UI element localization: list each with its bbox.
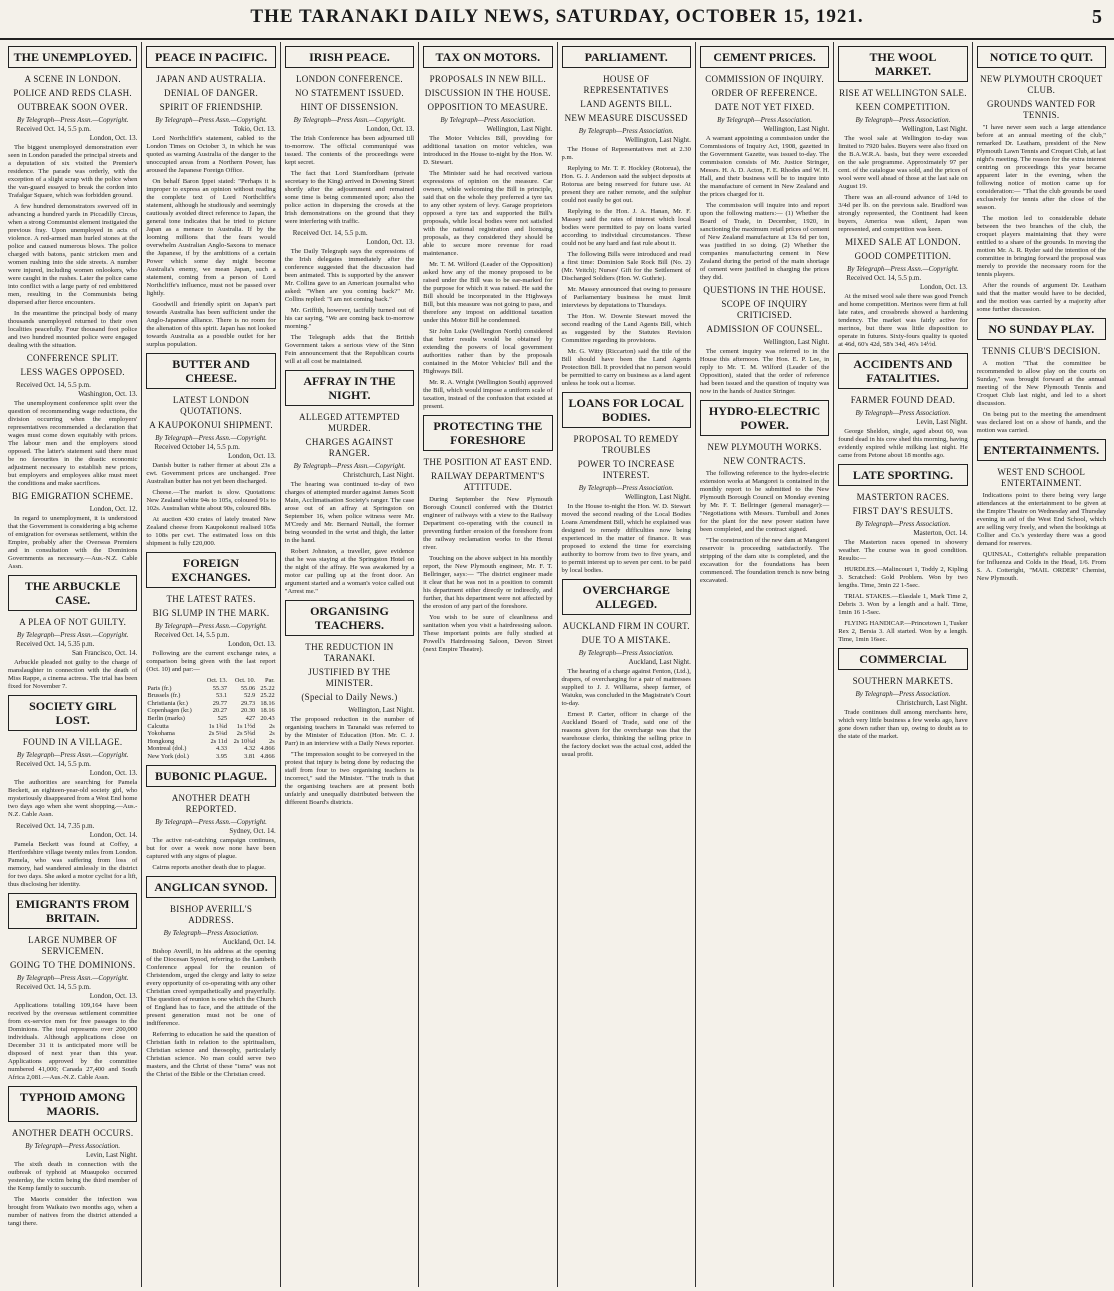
received-line: Received Oct. 14, 5.35 p.m. [16, 640, 95, 648]
article-paragraph: The Daily Telegraph says the expressions of the Irish delegates immediately after the conference suggested that the discussion had been animated. This is supported by the answer Mr. Collins gave to an American journalist who asked: "When are you coming back?" Mr. Collins replied: "I am not coming back." [284, 248, 415, 303]
article-headline: HYDRO-ELECTRIC POWER. [700, 400, 829, 436]
article-paragraph: Sir John Luke (Wellington North) considered that better results would be obtained by extending the powers of local government authorities rather than by the proposals contained in the Motor Vehicles' Bill and the Highways Bill. [423, 328, 553, 375]
article-paragraph: In the meantime the principal body of many thousands unemployed returned to their own localities peacefully. Four thousand foot police and two hundred mounted police were engaged dealing with the situation. [8, 310, 138, 349]
article-paragraph: "The impression sought to be conveyed in the protest that injury is being done by reducing the staff from four to two organising teachers is incorrect," said the Minister. "The truth is that the organising teachers are at present both unfairly and unequally distributed between the different Board's districts. [284, 751, 415, 806]
table-cell: New York (dol.) [147, 752, 189, 760]
article-paragraph: The Hon. W. Downie Stewart moved the second reading of the Land Agents Bill, which as suggested by the Statutes Revision Committee regarding its provisions. [561, 313, 691, 344]
article-paragraph: There was an all-round advance of 1/4d to 3/4d per lb. on the previous sale. Bradford was strongly represented, the Continent had keen buyers, America was silent, Japan was represented, and competition was keen. [838, 194, 968, 233]
article-headline: FOREIGN EXCHANGES. [146, 552, 275, 588]
article-subheading: (Special to Daily News.) [301, 692, 398, 702]
article-headline: TYPHOID AMONG MAORIS. [8, 1086, 137, 1122]
article-subheading: DISCUSSION IN THE HOUSE. [424, 88, 551, 98]
byline: By Telegraph—Press Assn.—Copyright. [293, 116, 406, 124]
article-paragraph: Mr. G. Witty (Riccarton) said the title of the Bill should have been the Land Agents Protection Bill. It provided that no person would be permitted to carry on business as a land agent unless he took out a license. [561, 348, 691, 387]
article-paragraph: Mr. Massey announced that owing to pressure of Parliamentary business he must limit interviews by deputations to Thursdays. [561, 286, 691, 309]
article-subheading: PROPOSALS IN NEW BILL. [429, 74, 547, 84]
byline: By Telegraph—Press Assn.—Copyright. [293, 462, 406, 470]
article-subheading: RAILWAY DEPARTMENT'S ATTITUDE. [430, 471, 545, 492]
page-number: 5 [1092, 6, 1102, 28]
table-cell: 2s [269, 730, 275, 738]
table-cell: 2s 11d [210, 737, 228, 745]
article-paragraph: A motion "That the committee be recommended to allow play on the courts on Sunday," was brought forward at the annual meeting of the New Plymouth Tennis and Croquet Club last night, and led to a short discussion. [976, 360, 1106, 407]
table-cell: Calcutta [147, 722, 169, 730]
article-headline: CEMENT PRICES. [700, 46, 829, 68]
article-subheading: ANOTHER DEATH OCCURS. [11, 1128, 134, 1138]
article-paragraph: The Telegraph adds that the British Government takes a serious view of the Sinn Fein announcement that the Republican courts will at all cost be maintained. [284, 334, 415, 365]
dateline: San Francisco, Oct. 14. [72, 649, 138, 657]
article-paragraph: In regard to unemployment, it is understood that the Government is considering a big scheme of emigration for overseas settlement, within the Empire, probably after the Overseas Premiers and in consultation with the Dominions Governments as necessary.—Aus.-N.Z. Cable Assn. [8, 515, 138, 570]
article-subheading: GROUNDS WANTED FOR TENNIS. [986, 99, 1096, 120]
table-cell: 20.30 [240, 707, 256, 715]
article-paragraph: The wool sale at Wellington to-day was limited to 7920 bales. Buyers were also fixed on the B.A.W.R.A. basis, but they were exceeded on the sale programme. Approximately 97 per cent. of the catalogue was sold, and the prices of wool were well ahead of those at the last sale on August 19. [838, 135, 968, 190]
article-paragraph: Applications totalling 109,164 have been received by the overseas settlement committee from ex-service men for free passages to the Dominions. The total represents over 200,000 individuals. Although applications close on December 31 it is anticipated more will be disposed of next year than this year. Applications approved by the committee numbered 41,000; Canada 27,400 and South Africa 2,081.—Aus.-N.Z. Cable Assn. [8, 1002, 138, 1081]
newspaper-title: THE TARANAKI DAILY NEWS, SATURDAY, OCTOBER 15, 1921. [250, 6, 864, 27]
dateline: London, Oct. 13. [366, 125, 415, 133]
dateline: Levin, Last Night. [916, 418, 968, 426]
byline: By Telegraph—Press Assn.—Copyright. [16, 974, 129, 982]
article-paragraph: Cairns reports another death due to plague. [152, 863, 266, 871]
received-line: Received Oct. 14, 5.5 p.m. [16, 381, 91, 389]
article-paragraph: Robert Johnston, a traveller, gave evidence that he was staying at the Springston Hotel on the night of the affray. He was awakened by a motor car pulling up at the front door. An argument started and a woman's voice called out "Arrest me." [284, 548, 415, 595]
table-header-cell [146, 677, 201, 685]
article-headline: OVERCHARGE ALLEGED. [562, 579, 691, 615]
article-subheading: POWER TO INCREASE INTEREST. [577, 459, 675, 480]
dateline: Levin, Last Night. [86, 1151, 138, 1159]
article-paragraph: Lord Northcliffe's statement, cabled to the London Times on October 3, in which he was quoted as warning Australia of the danger to the unoccupied areas from a Northern Power, has aroused the Japanese Foreign Office. [146, 135, 276, 174]
article-subheading: SOUTHERN MARKETS. [852, 676, 954, 686]
article-subheading: PROPOSAL TO REMEDY TROUBLES [573, 434, 679, 455]
article-paragraph: Replying to Mr. T. F. Hockley (Rotorua), the Hon. G. J. Anderson said the subject deposits at Rotorua are being reserved for future use. At present they are rather remote, and the sulphur could not easily be got out. [561, 165, 691, 204]
byline: By Telegraph—Press Association. [578, 484, 674, 492]
article-subheading: BIG EMIGRATION SCHEME. [12, 491, 134, 501]
table-cell: 20.27 [212, 707, 228, 715]
article-paragraph: After the rounds of argument Dr. Leatham said that the matter would have to be decided, and the motion was carried by a majority after some further discussion. [976, 282, 1106, 313]
article-subheading: A PLEA OF NOT GUILTY. [19, 617, 127, 627]
article-subheading: HINT OF DISSENSION. [300, 102, 399, 112]
article-paragraph: Indications point to there being very large attendances at the entertainment to be given at the Empire Theatre on Wednesday and Thursday evening in aid of the West End School, which are selling very freely, and when the bookings at Collier and Co.'s yesterday there was a good demand for reserves. [976, 492, 1106, 547]
article-subheading: RISE AT WELLINGTON SALE. [839, 88, 967, 98]
article-subheading: HOUSE OF REPRESENTATIVES [583, 74, 669, 95]
article-headline: THE WOOL MARKET. [838, 46, 967, 82]
byline: By Telegraph—Press Assn.—Copyright. [16, 116, 129, 124]
table-header-cell: Oct. 10. [234, 677, 256, 684]
article-subheading: LESS WAGES OPPOSED. [20, 367, 125, 377]
byline: By Telegraph—Press Assn.—Copyright. [155, 817, 267, 826]
article-paragraph: The Maoris consider the infection was brought from Waikato two months ago, when a number of natives from the district attended a tangi there. [8, 1196, 138, 1227]
article-subheading: QUESTIONS IN THE HOUSE. [703, 285, 826, 295]
article-paragraph: Arbuckle pleaded not guilty to the charge of manslaughter in connection with the death of Miss Rappe, a cinema actress. The trial has been fixed for November 7. [8, 659, 138, 690]
article-paragraph: Mr. R. A. Wright (Wellington South) approved the Bill, which would impose a uniform scale of taxation, instead of the confusion that existed at present. [423, 379, 553, 410]
dateline: Auckland, Oct. 14. [222, 937, 276, 946]
table-cell: 29.77 [212, 699, 228, 707]
column-2 [142, 42, 280, 1287]
received-line: Received Oct. 14, 5.5 p.m. [16, 983, 91, 991]
article-headline: ENTERTAINMENTS. [977, 439, 1106, 461]
article-subheading: FIRST DAY'S RESULTS. [852, 506, 954, 516]
article-subheading: AUCKLAND FIRM IN COURT. [562, 621, 690, 631]
article-paragraph: Pamela Beckett was found at Coffey, a Hertfordshire village twenty miles from London. Pamela, who was suffering from loss of memory, had wandered aimlessly in the district for two days. She asked a motor cyclist for a lift, thus disclosing her identity. [8, 841, 138, 888]
table-row [146, 738, 275, 746]
article-headline: ORGANISING TEACHERS. [285, 600, 414, 636]
table-cell: 29.73 [240, 699, 256, 707]
article-paragraph: The Masterton races opened in showery weather. The course was in good condition. Results:— [838, 539, 968, 562]
table-cell: 18.16 [260, 699, 275, 707]
article-headline: ANGLICAN SYNOD. [146, 876, 275, 898]
table-cell: 2s 5¼d [208, 730, 228, 738]
article-headline: PEACE IN PACIFIC. [146, 46, 275, 68]
article-subheading: JUSTIFIED BY THE MINISTER. [308, 667, 391, 688]
received-line: Received Oct. 14, 5.5 p.m. [16, 125, 91, 133]
column-8 [973, 42, 1110, 1287]
article-subheading: THE LATEST RATES. [166, 594, 256, 604]
article-subheading: JAPAN AND AUSTRALIA. [156, 74, 266, 84]
article-paragraph: The fact that Lord Stamfordham (private secretary to the King) arrived in Downing Street shortly after the adjournment and remained some time is being commented upon; also the police action in dispersing the crowds at the Irish demonstrations on the ground that they were interfering with traffic. [284, 170, 415, 225]
article-paragraph: Referring to education he said the question of Christian faith in relation to the spiritualism, Christian science and theosophy, particularly Christian science. No man could serve two masters, and the Christ of these "isms" was not the Christ of the Bible or the Christian creed. [146, 1030, 276, 1078]
article-headline: THE ARBUCKLE CASE. [8, 575, 137, 611]
article-paragraph: On being put to the meeting the amendment was declared lost on a show of hands, and the motion was carried. [976, 411, 1106, 434]
table-row [146, 700, 275, 708]
article-subheading: THE POSITION AT EAST END. [423, 457, 553, 467]
dateline: Auckland, Last Night. [628, 658, 691, 666]
exchange-rates-table [146, 677, 275, 761]
table-cell: 2s 5¾d [236, 730, 256, 738]
column-6 [696, 42, 834, 1287]
table-cell: 2s [269, 722, 275, 730]
dateline: Wellington, Last Night. [624, 136, 691, 144]
received-line: Received Oct. 14, 5.5 p.m. [16, 760, 91, 768]
article-paragraph: A few hundred demonstrators swerved off in advancing a hundred yards in Piccadilly Circus, when a strong Communist element instigated the previous fray. Upon unemployed in acts of violence. A red-armed man hurled stones at the police and caused numerous blows. The police charged with batons, panic stricken men and women rushing into the side streets. A number were injured, including women onlookers, who were caught in the rushes. Later the police came into conflict with a large party of red embittered men, resulting in the Communists being dispersed after fierce encounters. [8, 203, 138, 306]
article-paragraph: George Sheldon, single, aged about 60, was found dead in his cow shed this morning, having evidently expired while milking last night. He came from Petone about 18 months ago. [838, 428, 968, 459]
dateline: London, Oct. 13. [228, 452, 276, 460]
table-cell: 1s 1¾d [208, 722, 228, 730]
article-paragraph: FLYING HANDICAP.—Princetown 1, Tusker Rex 2, Bersia 3. All started. Won by a length. Time, 1min 16sec. [838, 620, 968, 643]
dateline: Wellington, Last Night. [624, 493, 691, 501]
article-paragraph: Goodwill and friendly spirit on Japan's part towards Australia has been sufficient under the Anglo-Japanese alliance. There is no room for the alienation of this spirit. Japan has not looked towards Australia as a possible outlet for her surplus population. [146, 301, 276, 348]
table-cell: 2s [269, 737, 275, 745]
article-subheading: MIXED SALE AT LONDON. [845, 237, 961, 247]
article-subheading: NEW CONTRACTS. [723, 456, 806, 466]
article-paragraph: HURDLES.—Malincourt 1, Toddy 2, Kipling 3. Scratched: Gold Problem. Won by two lengths. Time, 3min 22 1-5sec. [838, 566, 968, 589]
article-subheading: A KAUPOKONUI SHIPMENT. [149, 420, 273, 430]
article-paragraph: The Irish Conference has been adjourned till to-morrow. The official communiqué was issued. The contents of the proceedings were kept secret. [284, 135, 415, 166]
received-line: Received Oct. 14, 5.5 p.m. [846, 274, 922, 282]
masthead [0, 0, 1114, 40]
table-cell: 4.32 [244, 745, 256, 753]
table-cell: 25.22 [260, 692, 275, 700]
byline: By Telegraph—Press Assn.—Copyright. [155, 434, 267, 442]
article-paragraph: The motion led to considerable debate between the two branches of the club, the croquet players maintaining that they were entitled to a share of the grounds. In moving the motion Mr. A. R. Ryder said the intention of the committee in bringing forward the proposal was merely to provide the necessary room for the tennis players. [976, 215, 1106, 278]
table-cell: Hongkong [147, 737, 175, 745]
dateline: Tokio, Oct. 13. [233, 125, 276, 133]
dateline: London, Oct. 12. [89, 505, 138, 513]
dateline: Wellington, Last Night. [348, 706, 415, 714]
table-header-row [146, 677, 275, 685]
table-row [146, 753, 275, 761]
table-cell: Paris (fr.) [147, 684, 172, 692]
article-headline: THE UNEMPLOYED. [8, 46, 137, 68]
article-headline: ACCIDENTS AND FATALITIES. [838, 353, 967, 389]
article-paragraph: Trade continues dull among merchants here, which very little business a few weeks ago, have gone down rather than up, owing to doubt as to the state of the market. [838, 709, 968, 740]
article-headline: SOCIETY GIRL LOST. [8, 695, 137, 731]
dateline: London, Oct. 14. [89, 831, 138, 839]
article-paragraph: Bishop Averill, in his address at the opening of the Diocesan Synod, referring to the Lambeth Conference appeal for the reunion of Christendom, urged the clergy and laity to seize every opportunity of co-operating with any other Christian creed sympathetically and prayerfully. The question of reunion is one which the Church of England has to face, and the attitude of the present generation must not be one of indifference. [146, 947, 276, 1027]
article-subheading: DENIAL OF DANGER. [164, 88, 259, 98]
received-line: Received October 14, 5.5 p.m. [154, 443, 240, 451]
article-subheading: POLICE AND REDS CLASH. [13, 88, 132, 98]
byline: By Telegraph—Press Assn.—Copyright. [16, 751, 129, 759]
article-paragraph: The commission will inquire into and report upon the following matters:— (1) Whether the Board of Trade, in December, 1920, in sanctioning the maximum retail prices of cement of New Zealand manufacture at 13s 6d per ton, was justified in so doing. (2) Whether the companies manufacturing cement in New Zealand during the period of the main shortage of cement were justified in charging the prices they did. [699, 202, 830, 281]
dateline: London, Oct. 13. [919, 283, 968, 291]
article-subheading: LONDON CONFERENCE. [295, 74, 403, 84]
table-header-cell: Par. [264, 677, 275, 684]
byline: By Telegraph—Press Association. [717, 116, 812, 124]
table-cell: 53.1 [215, 692, 228, 700]
article-subheading: WEST END SCHOOL ENTERTAINMENT. [997, 467, 1086, 488]
table-cell: Brussels (fr.) [147, 692, 181, 700]
table-header-cell: Oct. 13. [206, 677, 228, 684]
table-cell: 52.9 [244, 692, 256, 700]
column-3 [281, 42, 419, 1287]
table-row [146, 685, 275, 693]
table-cell: 55.37 [212, 684, 228, 692]
article-subheading: TENNIS CLUB'S DECISION. [982, 346, 1101, 356]
dateline: Wellington, Last Night. [763, 125, 830, 133]
article-subheading: NEW MEASURE DISCUSSED [564, 113, 688, 123]
article-paragraph: The House of Representatives met at 2.30 p.m. [561, 146, 691, 161]
table-cell: 25.22 [260, 684, 275, 692]
article-paragraph: Danish butter is rather firmer at about 23s a cwt. Government prices are unchanged. Free Australian butter has not yet been discharged. [146, 462, 276, 485]
table-cell: Montreal (dol.) [147, 745, 187, 753]
dateline: London, Oct. 13. [89, 134, 138, 142]
received-line: Received Oct. 14, 5.5 p.m. [292, 229, 368, 237]
article-paragraph: The Motor Vehicles Bill, providing for additional taxation on motor vehicles, was introduced in the House to-night by the Hon. W. D. Stewart. [423, 135, 553, 166]
article-paragraph: The following reference to the hydro-electric extension works at Mangorei is contained in the monthly report to be submitted to the New Plymouth Borough Council on Monday evening by Mr. F. T. Bellringer (general manager):— "Negotiations with Messrs. Turnbull and Jones for the plant for the new power station have been completed, and the contract signed. [699, 470, 830, 533]
article-paragraph: TRIAL STAKES.—Elasdale 1, Mark Time 2, Debris 3. Won by a length and a half. Time, 1min 16 1-5sec. [838, 593, 968, 616]
article-paragraph: Cheese.—The market is slow. Quotations: New Zealand white 94s to 105s, coloured 91s to 102s. Australian white about 90s, coloured 88s. [146, 489, 276, 512]
article-subheading: FARMER FOUND DEAD. [850, 395, 956, 405]
table-cell: 1s 1½d [236, 722, 256, 730]
article-paragraph: The sixth death in connection with the outbreak of typhoid at Muaupoko occurred yesterday, the victim being the third member of the Kemp family to succumb. [8, 1161, 138, 1192]
article-subheading: GOOD COMPETITION. [854, 251, 952, 261]
dateline: London, Oct. 13. [366, 238, 415, 246]
article-paragraph: The proposed reduction in the number of organising teachers in Taranaki was referred to by the Minister of Education (Hon. Mr. C. J. Parr) in an interview with a Daily News reporter. [284, 716, 415, 747]
article-paragraph: The unemployment conference split over the question of recommending wage reductions, the division occurring when the employers' representatives recommended a declaration that wages must come down equitably with prices. The labour men and the employers stood opposed. The latter's statement said there must be no favourites in the drastic economic adjustment necessary to establish new prices, but employers and employees alike must meet the conditions and make sacrifices. [8, 400, 138, 487]
article-subheading: ADMISSION OF COUNSEL. [706, 324, 823, 334]
table-row [146, 692, 275, 700]
article-subheading: COMMISSION OF INQUIRY. [705, 74, 824, 84]
article-subheading: NO STATEMENT ISSUED. [295, 88, 404, 98]
article-headline: LOANS FOR LOCAL BODIES. [562, 392, 691, 428]
article-paragraph: You wish to be sure of cleanliness and sanitation when you visit a hairdressing saloon. These important points are fully studied at Powell's Hairdressing Saloon, Devon Street (next Empire Theatre). [423, 614, 553, 653]
article-paragraph: "I have never seen such a large attendance before at an annual meeting of the club," remarked Dr. Leatham, president of the New Plymouth Lawn Tennis and Croquet Club, at last night's meeting. The reason for the extra interest centring on proceedings this year became apparent later in the evening, when the following notice of motion came up for consideration:— "That the club grounds be used exclusively for tennis after the close of the season. [976, 124, 1106, 211]
byline: By Telegraph—Press Association. [855, 690, 951, 698]
article-subheading: CHARGES AGAINST RANGER. [305, 437, 394, 458]
article-paragraph: Touching on the above subject in his monthly report, the New Plymouth engineer, Mr. F. T. Bellringer, says:— "The district engineer made it clear that he was not in a position to commit his department either directly or indirectly, and further, that his department were not affected by the erosion of any part of the foreshore. [423, 555, 553, 610]
article-paragraph: The cement inquiry was referred to in the House this afternoon. The Hon. E. P. Lee, in reply to Mr. T. M. Wilford (Leader of the Opposition), stated that the order of reference had been issued and the question of inquiry was now in the hands of Justice Stringer. [699, 348, 830, 395]
byline: By Telegraph—Press Association. [25, 1142, 121, 1150]
received-line: Received Oct. 14, 7.35 p.m. [16, 822, 95, 830]
byline: By Telegraph—Press Association. [440, 116, 536, 124]
byline: By Telegraph—Press Assn.—Copyright. [155, 116, 267, 124]
article-subheading: LATEST LONDON QUOTATIONS. [172, 395, 250, 416]
article-headline: PROTECTING THE FORESHORE [423, 415, 552, 451]
table-cell: Copenhagen (kr.) [147, 707, 192, 715]
article-paragraph: At auction 430 crates of lately treated New Zealand cheese from Kaupokonui realised 105s to 108s per cwt. The estimated loss on this shipment is fully £20,000. [146, 516, 276, 547]
article-paragraph: Mr. Griffith, however, tactfully turned out of his car saying, "We are coming back to-morrow morning." [284, 307, 415, 330]
column-1 [4, 42, 142, 1287]
article-headline: LATE SPORTING. [838, 464, 967, 486]
column-5 [558, 42, 696, 1287]
table-row [146, 723, 275, 731]
article-subheading: NEW PLYMOUTH WORKS. [707, 442, 822, 452]
article-subheading: CONFERENCE SPLIT. [26, 353, 119, 363]
dateline: Christchurch, Last Night. [896, 699, 968, 707]
table-cell: 18.16 [260, 707, 275, 715]
article-paragraph: Following are the current exchange rates, a comparison being given with the last report (Oct. 10) and par:— [146, 650, 276, 673]
article-paragraph: The hearing was continued to-day of two charges of attempted murder against James Scott Main, Acclimatisation Society's ranger. The case arose out of an affray at Springston on September 16, when police witness were Mr. M'Credy and Mr. Bernard Nuttall, the former being wounded in the wrist and thigh, the latter in the hand. [284, 481, 415, 544]
table-cell: 2s 10¾d [233, 737, 256, 745]
dateline: Masterton, Oct. 14. [913, 529, 968, 537]
dateline: Wellington, Last Night. [901, 125, 968, 133]
article-subheading: SCOPE OF INQUIRY CRITICISED. [721, 299, 808, 320]
table-cell: 525 [217, 714, 228, 722]
table-cell: Berlin (marks) [147, 714, 185, 722]
article-subheading: ORDER OF REFERENCE. [711, 88, 818, 98]
article-paragraph: The following Bills were introduced and read a first time: Dominion Sale Rock Bill (No. 2) (Mr. Veitch); Nurses' Gift for the Settlement of Discharged Soldiers (Hon. W. Guthrie). [561, 251, 691, 282]
table-row [146, 707, 275, 715]
article-headline: AFFRAY IN THE NIGHT. [285, 370, 414, 406]
byline: By Telegraph—Press Association. [855, 409, 951, 417]
article-paragraph: At the mixed wool sale there was good French and home competition. Merinos were firm at full late rates, and crossbreds showed a hardening tendency. The market was fairly active for merinos, but there was little disposition to operate in futures. Sixty-fours quality is quoted at 46d, 60's 42d, 58's 34d, 46's 14½d. [838, 293, 968, 348]
article-subheading: BIG SLUMP IN THE MARK. [152, 608, 270, 618]
received-line: Received Oct. 14, 5.5 p.m. [154, 631, 230, 639]
table-row [146, 745, 275, 753]
table-cell: 4.866 [260, 752, 275, 760]
byline: By Telegraph—Press Assn.—Copyright. [16, 631, 129, 639]
article-headline: BUBONIC PLAGUE. [146, 765, 275, 787]
article-headline: IRISH PEACE. [285, 46, 414, 68]
column-4 [419, 42, 557, 1287]
article-paragraph: QUINSAL, Cotteright's reliable preparation for Influenza and Colds in the Head, 1/6. From S. A. Cotteright, "MAIL ORDER" Chemist, New Plymouth. [976, 551, 1106, 582]
byline: By Telegraph—Press Association. [855, 520, 951, 528]
article-paragraph: The hearing of a charge against Fenton, (Ltd.), drapers, of overcharging for a pair of mattresses supplied to J. J. Williams, sheep farmer, of Waiuku, was concluded in the Magistrate's Court to-day. [561, 668, 691, 707]
article-subheading: OUTBREAK SOON OVER. [17, 102, 128, 112]
article-subheading: THE REDUCTION IN TARANAKI. [305, 642, 394, 663]
article-headline: NOTICE TO QUIT. [977, 46, 1106, 68]
table-row [146, 715, 275, 723]
article-paragraph: The Minister said he had received various expressions of opinion on the measure. Car owners, while welcoming the Bill in principle, said that on the whole they preferred a tyre tax to any other system of levy. Garage proprietors opposed a tyre tax and supported the Bill's proposals, while local bodies were not satisfied with the national registration and licensing proposals, as they considered they should be able to secure more revenue for road maintenance. [423, 170, 553, 257]
byline: By Telegraph—Press Association. [855, 116, 951, 124]
table-cell: Christiania (kr.) [147, 699, 188, 707]
page-columns [4, 42, 1110, 1287]
byline: By Telegraph—Press Association. [578, 127, 674, 135]
byline: By Telegraph—Press Association. [578, 649, 674, 657]
column-7 [834, 42, 972, 1287]
table-cell: 55.06 [240, 684, 256, 692]
article-paragraph: The active rat-catching campaign continues, but for over a week now none have been captured with any signs of plague. [146, 836, 276, 860]
article-subheading: A SCENE IN LONDON. [24, 74, 121, 84]
article-subheading: SPIRIT OF FRIENDSHIP. [159, 102, 263, 112]
article-subheading: ANOTHER DEATH REPORTED. [171, 792, 251, 814]
article-subheading: DATE NOT YET FIXED. [714, 102, 815, 112]
article-subheading: FOUND IN A VILLAGE. [22, 737, 123, 747]
article-paragraph: A warrant appointing a commission under the Commissions of Inquiry Act, 1908, gazetted in the Government Gazette, was issued to-day. The commission consists of Mr. Justice Stringer, Messrs. H. A. D. Acton, F. E. Rhodes and W. H. Hall, and their business will be to inquire into the manufacture of cement in New Zealand and the prices charged for it. [699, 135, 830, 198]
article-subheading: LAND AGENTS BILL. [580, 99, 673, 109]
table-cell: 20.43 [260, 714, 275, 722]
table-row [146, 730, 275, 738]
table-cell: 4.33 [215, 745, 228, 753]
byline: By Telegraph—Press Assn.—Copyright. [155, 622, 267, 630]
article-paragraph: Ernest P. Carter, officer in charge of the Auckland Board of Trade, said one of the reasons given for the overcharge was that the warehouse clerks, thinking the selling price in the factory docket was the actual cost, added the usual profit. [561, 711, 691, 758]
dateline: Sydney, Oct. 14. [229, 826, 276, 835]
article-headline: EMIGRANTS FROM BRITAIN. [8, 893, 137, 929]
article-paragraph: The authorities are searching for Pamela Beckett, an eighteen-year-old society girl, who mysteriously disappeared from a West End home two days ago when she went shopping.—Aus.-N.Z. Cable Assn. [8, 779, 138, 818]
table-cell: 3.81 [244, 752, 256, 760]
article-paragraph: During September the New Plymouth Borough Council conferred with the District engineer of railways with a view to the Railway Department co-operating with the council in preventing further erosion of the foreshore from the railway reclamation works to the Henui river. [423, 496, 553, 551]
dateline: Wellington, Last Night. [486, 125, 553, 133]
article-paragraph: "The construction of the new dam at Mangorei reservoir is proceeding satisfactorily. The stripping of the dam site is completed, and the excavation for the foundations has been commenced. The foundation trench is now being excavated. [699, 537, 830, 584]
article-headline: BUTTER AND CHEESE. [146, 353, 275, 389]
dateline: Christchurch, Last Night. [342, 471, 415, 479]
article-subheading: MASTERTON RACES. [856, 492, 950, 502]
article-headline: NO SUNDAY PLAY. [977, 318, 1106, 340]
article-headline: TAX ON MOTORS. [423, 46, 552, 68]
table-cell: Yokohama [147, 730, 175, 738]
article-subheading: LARGE NUMBER OF SERVICEMEN. [28, 935, 118, 956]
article-subheading: ALLEGED ATTEMPTED MURDER. [299, 412, 400, 433]
article-paragraph: The biggest unemployed demonstration ever seen in London paraded the principal streets and a deputation of six visited the Premier's residence. The parade was orderly, with the exception of a slight scrap with the police when the van-guard essayed to break the cordon into Trafalgar Square, which was forbidden ground. [8, 144, 138, 199]
article-subheading: GOING TO THE DOMINIONS. [9, 960, 136, 970]
article-subheading: OPPOSITION TO MEASURE. [427, 102, 549, 112]
table-cell: 4.866 [260, 745, 275, 753]
dateline: London, Oct. 13. [228, 640, 276, 648]
byline: By Telegraph—Press Association. [163, 928, 259, 937]
dateline: Wellington, Last Night. [763, 338, 830, 346]
table-cell: 427 [245, 714, 256, 722]
article-paragraph: In the House to-night the Hon. W. D. Stewart moved the second reading of the Local Bodies Loans Amendment Bill, which he explained was designed to remedy difficulties now being experienced in the matter of finance. It was proposed to extend the time for exercising authority to borrow from two to five years, and to permit interest up to seven per cent. to be paid by local bodies. [561, 503, 691, 574]
byline: By Telegraph—Press Assn.—Copyright. [847, 265, 959, 273]
article-headline: COMMERCIAL [838, 648, 967, 670]
article-paragraph: Replying to the Hon. J. A. Hanan, Mr. F. Massey said the rates of interest which local bodies were permitted to pay on loans varied according to individual circumstances. These could not be any hard and fast rule about it. [561, 208, 691, 247]
article-subheading: DUE TO A MISTAKE. [581, 635, 671, 645]
table-cell: 3.95 [215, 752, 228, 760]
article-subheading: BISHOP AVERILL'S ADDRESS. [169, 903, 253, 925]
article-paragraph: On behalf Baron Ippei stated: "Perhaps it is improper to express an opinion without reading the complete text of Lord Northcliffe's statement, although he studiously and seemingly cautiously avoided direct reference to Japan, the general tone indicates that he tried to picture Japan as a menace to Australia. If by the looming millions that the fears would overwhelm Australian Anglo-Saxons to menace the Japanese, if by the ambitions of a certain Power which some day might become Australia's enemy, we mean Japan, such a statement, coming from a person of Lord Northcliffe's influence, must not be passed over lightly. [146, 178, 276, 297]
dateline: London, Oct. 13. [89, 769, 138, 777]
article-subheading: NEW PLYMOUTH CROQUET CLUB. [980, 74, 1103, 95]
dateline: Washington, Oct. 13. [78, 390, 138, 398]
article-paragraph: Mr. T. M. Wilford (Leader of the Opposition) asked how any of the money proposed to be raised under the Bill was to be ear-marked for the purpose for which it was raised. He said the Bill should be incorporated in the Highways Bill, but this measure was not going to pass, and therefore any impost on additional taxation under this Motor Bill he condemned. [423, 261, 553, 324]
dateline: London, Oct. 13. [89, 992, 138, 1000]
article-headline: PARLIAMENT. [562, 46, 691, 68]
article-subheading: KEEN COMPETITION. [855, 102, 951, 112]
